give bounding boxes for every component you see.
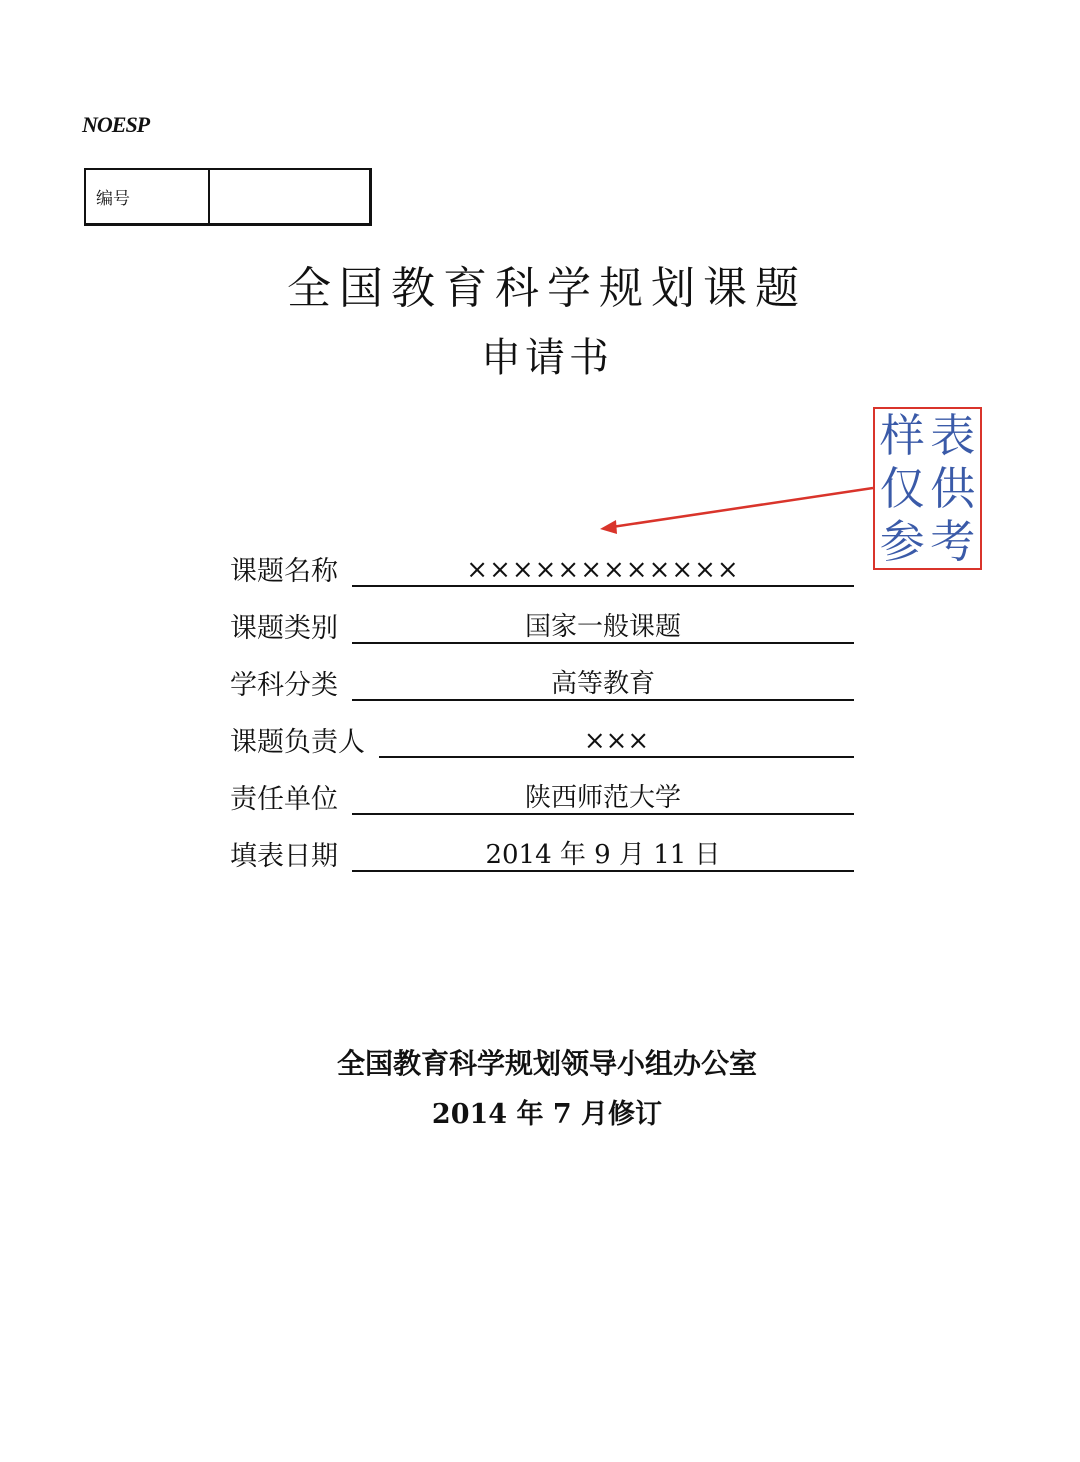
id-number-field[interactable] [210,170,369,223]
field-label: 课题类别 [230,613,338,644]
sample-stamp [873,407,982,570]
form-fields [230,530,854,872]
field-row-project-name [230,530,854,587]
issuing-office: 全国教育科学规划领导小组办公室 [336,1047,757,1080]
revision-date: 2014 年 7 月修订 [431,1099,663,1130]
field-row-institution [230,758,854,815]
document-title: 全国教育科学规划课题 [287,263,807,314]
stamp-char: 考 [930,515,976,568]
stamp-char: 表 [930,409,976,462]
id-number-label: 编号 [86,170,210,223]
institution-field[interactable]: 陕西师范大学 [352,785,854,815]
arrow-shaft [612,488,873,527]
stamp-char: 参 [879,515,925,568]
field-label: 学科分类 [230,670,338,701]
discipline-field[interactable]: 高等教育 [352,671,854,701]
project-category-field[interactable]: 国家一般课题 [352,614,854,644]
stamp-char: 仅 [879,462,925,515]
project-leader-field[interactable]: ××× [379,728,854,758]
fill-date-field[interactable]: 2014 年 9 月 11 日 [352,842,854,872]
id-number-box [84,168,372,226]
field-row-project-category [230,587,854,644]
field-label: 课题负责人 [230,727,365,758]
document-subtitle: 申请书 [481,335,613,381]
field-label: 课题名称 [230,556,338,587]
field-label: 责任单位 [230,784,338,815]
stamp-char: 样 [879,409,925,462]
field-row-project-leader [230,701,854,758]
project-name-field[interactable]: ×××××××××××× [352,557,854,587]
stamp-char: 供 [930,462,976,515]
field-row-discipline [230,644,854,701]
document-code: NOESP [82,112,150,137]
field-row-fill-date [230,815,854,872]
field-label: 填表日期 [230,841,338,872]
